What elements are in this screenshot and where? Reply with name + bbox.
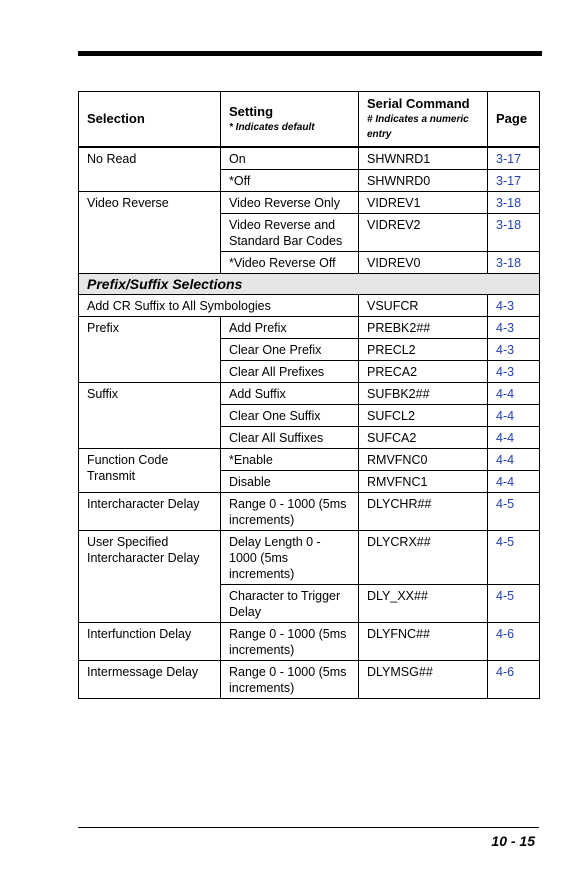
setting-cell: Clear All Suffixes	[221, 427, 359, 449]
table-header-row	[79, 92, 540, 148]
selection-cell: Video Reverse	[79, 192, 221, 274]
command-cell: DLYCRX##	[359, 531, 488, 585]
page-cell	[488, 170, 540, 192]
header-setting-note: * Indicates default	[229, 121, 315, 133]
setting-cell: Add Suffix	[221, 383, 359, 405]
setting-cell: Character to Trigger Delay	[221, 585, 359, 623]
table-row	[79, 661, 540, 699]
setting-cell: Clear One Suffix	[221, 405, 359, 427]
page-cell	[488, 493, 540, 531]
selection-cell: Interfunction Delay	[79, 623, 221, 661]
page-link[interactable]: 4-4	[496, 475, 515, 489]
page-cell	[488, 192, 540, 214]
serial-command-table	[78, 91, 540, 699]
command-cell: SHWNRD0	[359, 170, 488, 192]
page-cell	[488, 427, 540, 449]
command-cell: VSUFCR	[359, 295, 488, 317]
setting-cell: Disable	[221, 471, 359, 493]
page-cell	[488, 661, 540, 699]
table-row	[79, 147, 540, 170]
setting-cell: Clear One Prefix	[221, 339, 359, 361]
setting-cell: On	[221, 147, 359, 170]
top-rule	[78, 51, 542, 56]
setting-cell: *Off	[221, 170, 359, 192]
setting-cell: Video Reverse and Standard Bar Codes	[221, 214, 359, 252]
setting-cell: Clear All Prefixes	[221, 361, 359, 383]
page-link[interactable]: 3-18	[496, 218, 522, 232]
page-link[interactable]: 4-5	[496, 497, 515, 511]
page-link[interactable]: 4-3	[496, 299, 515, 313]
page-link[interactable]: 4-4	[496, 387, 515, 401]
page-link[interactable]: 3-18	[496, 196, 522, 210]
page-link[interactable]: 4-5	[496, 589, 515, 603]
command-cell: DLYFNC##	[359, 623, 488, 661]
header-serial-label: Serial Command	[367, 96, 470, 111]
page-cell	[488, 585, 540, 623]
command-cell: DLYCHR##	[359, 493, 488, 531]
page-link[interactable]: 4-4	[496, 453, 515, 467]
setting-cell: *Enable	[221, 449, 359, 471]
page-cell	[488, 383, 540, 405]
page-cell	[488, 339, 540, 361]
page-cell	[488, 405, 540, 427]
page-cell	[488, 449, 540, 471]
page-cell	[488, 471, 540, 493]
header-serial-command	[359, 92, 488, 148]
setting-cell: Video Reverse Only	[221, 192, 359, 214]
page-cell	[488, 252, 540, 274]
setting-cell: *Video Reverse Off	[221, 252, 359, 274]
footer-rule	[78, 827, 539, 828]
command-cell: VIDREV0	[359, 252, 488, 274]
page-cell	[488, 531, 540, 585]
command-cell: RMVFNC0	[359, 449, 488, 471]
setting-cell: Delay Length 0 - 1000 (5ms increments)	[221, 531, 359, 585]
table-row	[79, 493, 540, 531]
table-row	[79, 192, 540, 214]
selection-cell: Suffix	[79, 383, 221, 449]
command-cell: SUFCA2	[359, 427, 488, 449]
command-cell: PRECA2	[359, 361, 488, 383]
page-link[interactable]: 4-5	[496, 535, 515, 549]
table-row	[79, 531, 540, 585]
table-row	[79, 317, 540, 339]
command-cell: VIDREV2	[359, 214, 488, 252]
command-cell: PREBK2##	[359, 317, 488, 339]
selection-cell: Function Code Transmit	[79, 449, 221, 493]
header-page: Page	[488, 92, 540, 148]
page-cell	[488, 147, 540, 170]
page-link[interactable]: 3-17	[496, 152, 522, 166]
command-cell: SUFCL2	[359, 405, 488, 427]
page-cell	[488, 623, 540, 661]
table-row	[79, 383, 540, 405]
table-row	[79, 449, 540, 471]
setting-cell: Range 0 - 1000 (5ms increments)	[221, 661, 359, 699]
page-cell	[488, 214, 540, 252]
command-cell: DLYMSG##	[359, 661, 488, 699]
section-row	[79, 274, 540, 295]
selection-cell: Intercharacter Delay	[79, 493, 221, 531]
setting-cell: Add Prefix	[221, 317, 359, 339]
page-link[interactable]: 4-3	[496, 321, 515, 335]
selection-cell: No Read	[79, 147, 221, 192]
page-cell	[488, 361, 540, 383]
command-cell: RMVFNC1	[359, 471, 488, 493]
page-link[interactable]: 4-3	[496, 365, 515, 379]
command-cell: SUFBK2##	[359, 383, 488, 405]
page-link[interactable]: 4-4	[496, 409, 515, 423]
table-row	[79, 295, 540, 317]
page-link[interactable]: 4-4	[496, 431, 515, 445]
page-link[interactable]: 4-6	[496, 665, 515, 679]
selection-cell: User Specified Intercharacter Delay	[79, 531, 221, 623]
page-link[interactable]: 3-17	[496, 174, 522, 188]
command-cell: VIDREV1	[359, 192, 488, 214]
command-cell: SHWNRD1	[359, 147, 488, 170]
page-link[interactable]: 3-18	[496, 256, 522, 270]
section-title: Prefix/Suffix Selections	[79, 274, 540, 295]
header-setting-label: Setting	[229, 103, 274, 119]
page-cell	[488, 317, 540, 339]
selection-cell: Intermessage Delay	[79, 661, 221, 699]
header-setting	[221, 92, 359, 148]
page-cell	[488, 295, 540, 317]
page-link[interactable]: 4-6	[496, 627, 515, 641]
selection-cell: Prefix	[79, 317, 221, 383]
header-selection: Selection	[79, 92, 221, 148]
page-number: 10 - 15	[491, 833, 535, 849]
page-link[interactable]: 4-3	[496, 343, 515, 357]
setting-cell: Range 0 - 1000 (5ms increments)	[221, 623, 359, 661]
selection-cell: Add CR Suffix to All Symbologies	[79, 295, 359, 317]
table-row	[79, 623, 540, 661]
command-cell: PRECL2	[359, 339, 488, 361]
setting-cell: Range 0 - 1000 (5ms increments)	[221, 493, 359, 531]
command-cell: DLY_XX##	[359, 585, 488, 623]
header-serial-note: # Indicates a numeric entry	[367, 114, 469, 140]
